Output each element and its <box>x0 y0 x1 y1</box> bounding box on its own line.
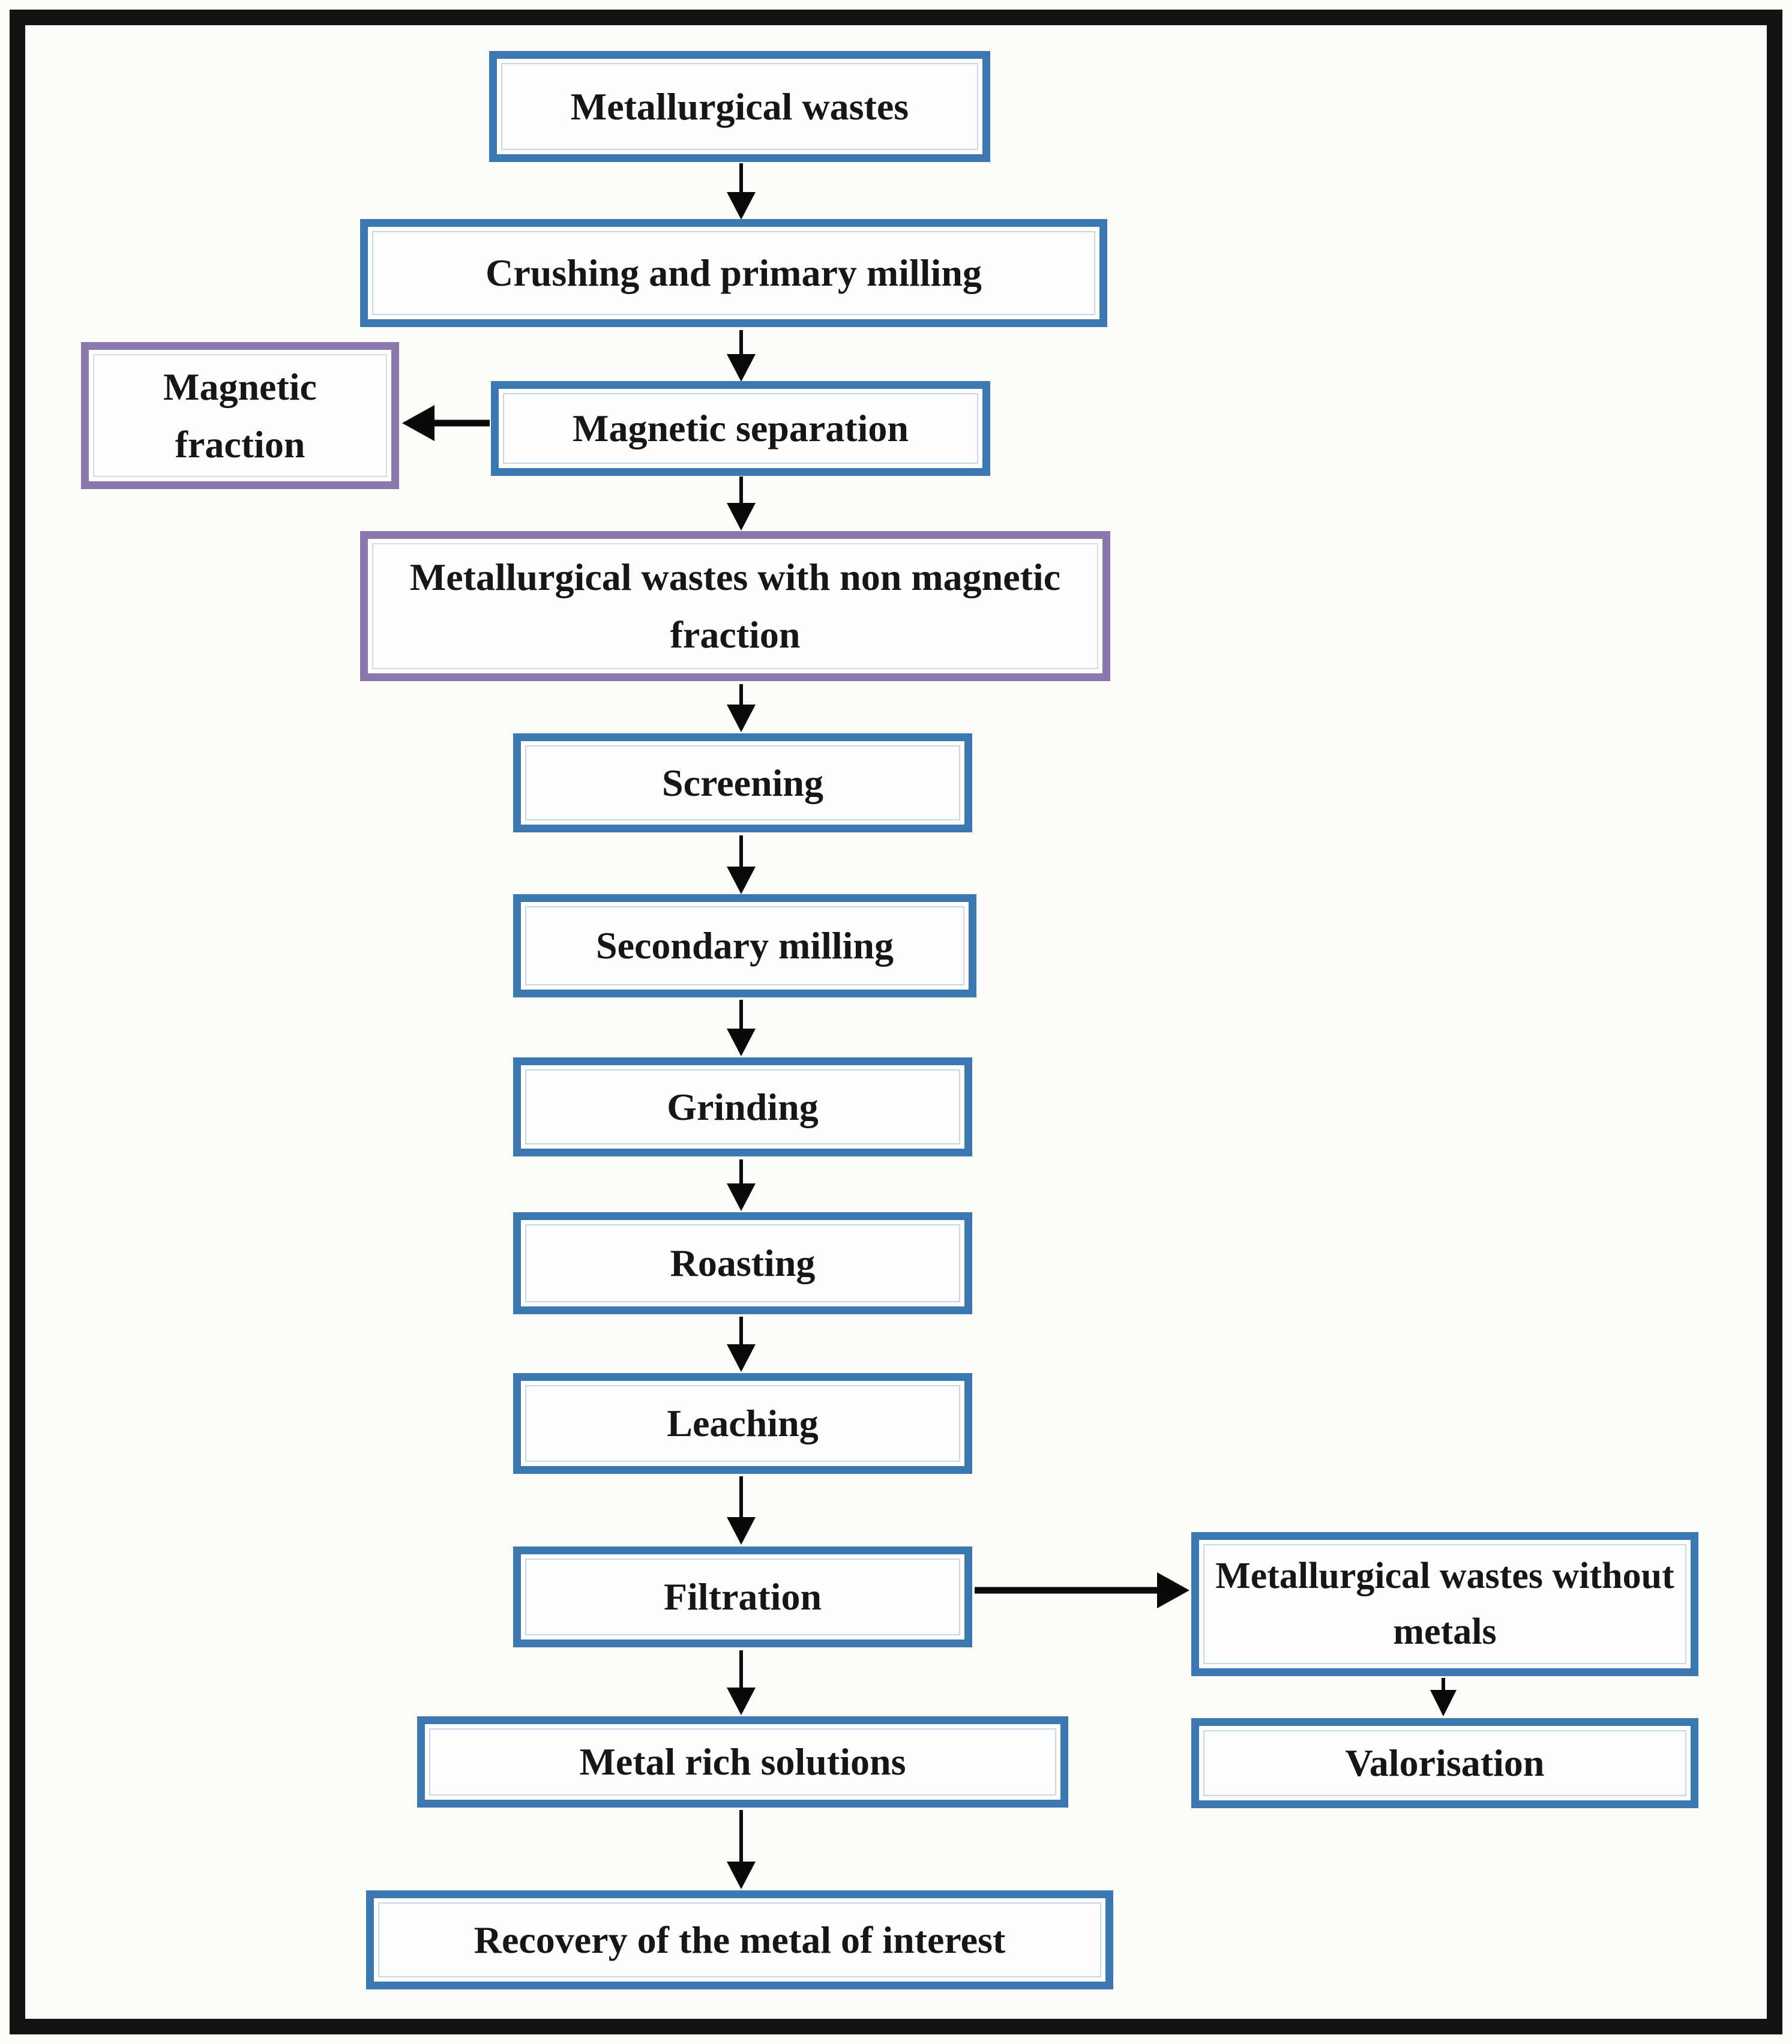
arrow-secondary-milling-to-grinding <box>727 1000 756 1056</box>
arrow-nonmagnetic-to-screening <box>727 684 756 732</box>
node-screening: Screening <box>513 733 972 832</box>
arrow-crushing-to-magnetic-separation <box>727 330 756 382</box>
node-magnetic-separation: Magnetic separation <box>491 381 990 476</box>
node-metal-rich-solutions: Metal rich solutions <box>417 1716 1068 1808</box>
arrow-separation-to-nonmagnetic <box>727 476 756 531</box>
node-roasting: Roasting <box>513 1212 972 1314</box>
node-recovery: Recovery of the metal of interest <box>366 1890 1113 1989</box>
arrow-grinding-to-roasting <box>727 1159 756 1211</box>
node-non-magnetic-wastes: Metallurgical wastes with non magnetic fraction <box>360 531 1110 681</box>
arrow-separation-to-magnetic-fraction <box>402 405 490 441</box>
arrow-wastes-without-metals-to-valorisation <box>1430 1678 1457 1716</box>
node-filtration: Filtration <box>513 1547 972 1647</box>
node-magnetic-fraction: Magnetic fraction <box>81 342 399 489</box>
arrow-metal-rich-to-recovery <box>727 1810 756 1889</box>
node-leaching: Leaching <box>513 1373 972 1474</box>
arrow-filtration-to-metal-rich <box>727 1650 756 1715</box>
arrow-screening-to-secondary-milling <box>727 835 756 894</box>
node-crushing-primary-milling: Crushing and primary milling <box>360 219 1107 327</box>
arrow-filtration-to-wastes-without-metals <box>975 1572 1189 1608</box>
arrow-roasting-to-leaching <box>727 1317 756 1372</box>
node-secondary-milling: Secondary milling <box>513 894 976 997</box>
node-wastes-without-metals: Metallurgical wastes without metals <box>1191 1532 1698 1676</box>
arrow-wastes-to-crushing <box>727 163 756 220</box>
arrow-leaching-to-filtration <box>727 1476 756 1545</box>
node-valorisation: Valorisation <box>1191 1718 1698 1808</box>
node-grinding: Grinding <box>513 1057 972 1156</box>
node-metallurgical-wastes: Metallurgical wastes <box>489 51 990 162</box>
